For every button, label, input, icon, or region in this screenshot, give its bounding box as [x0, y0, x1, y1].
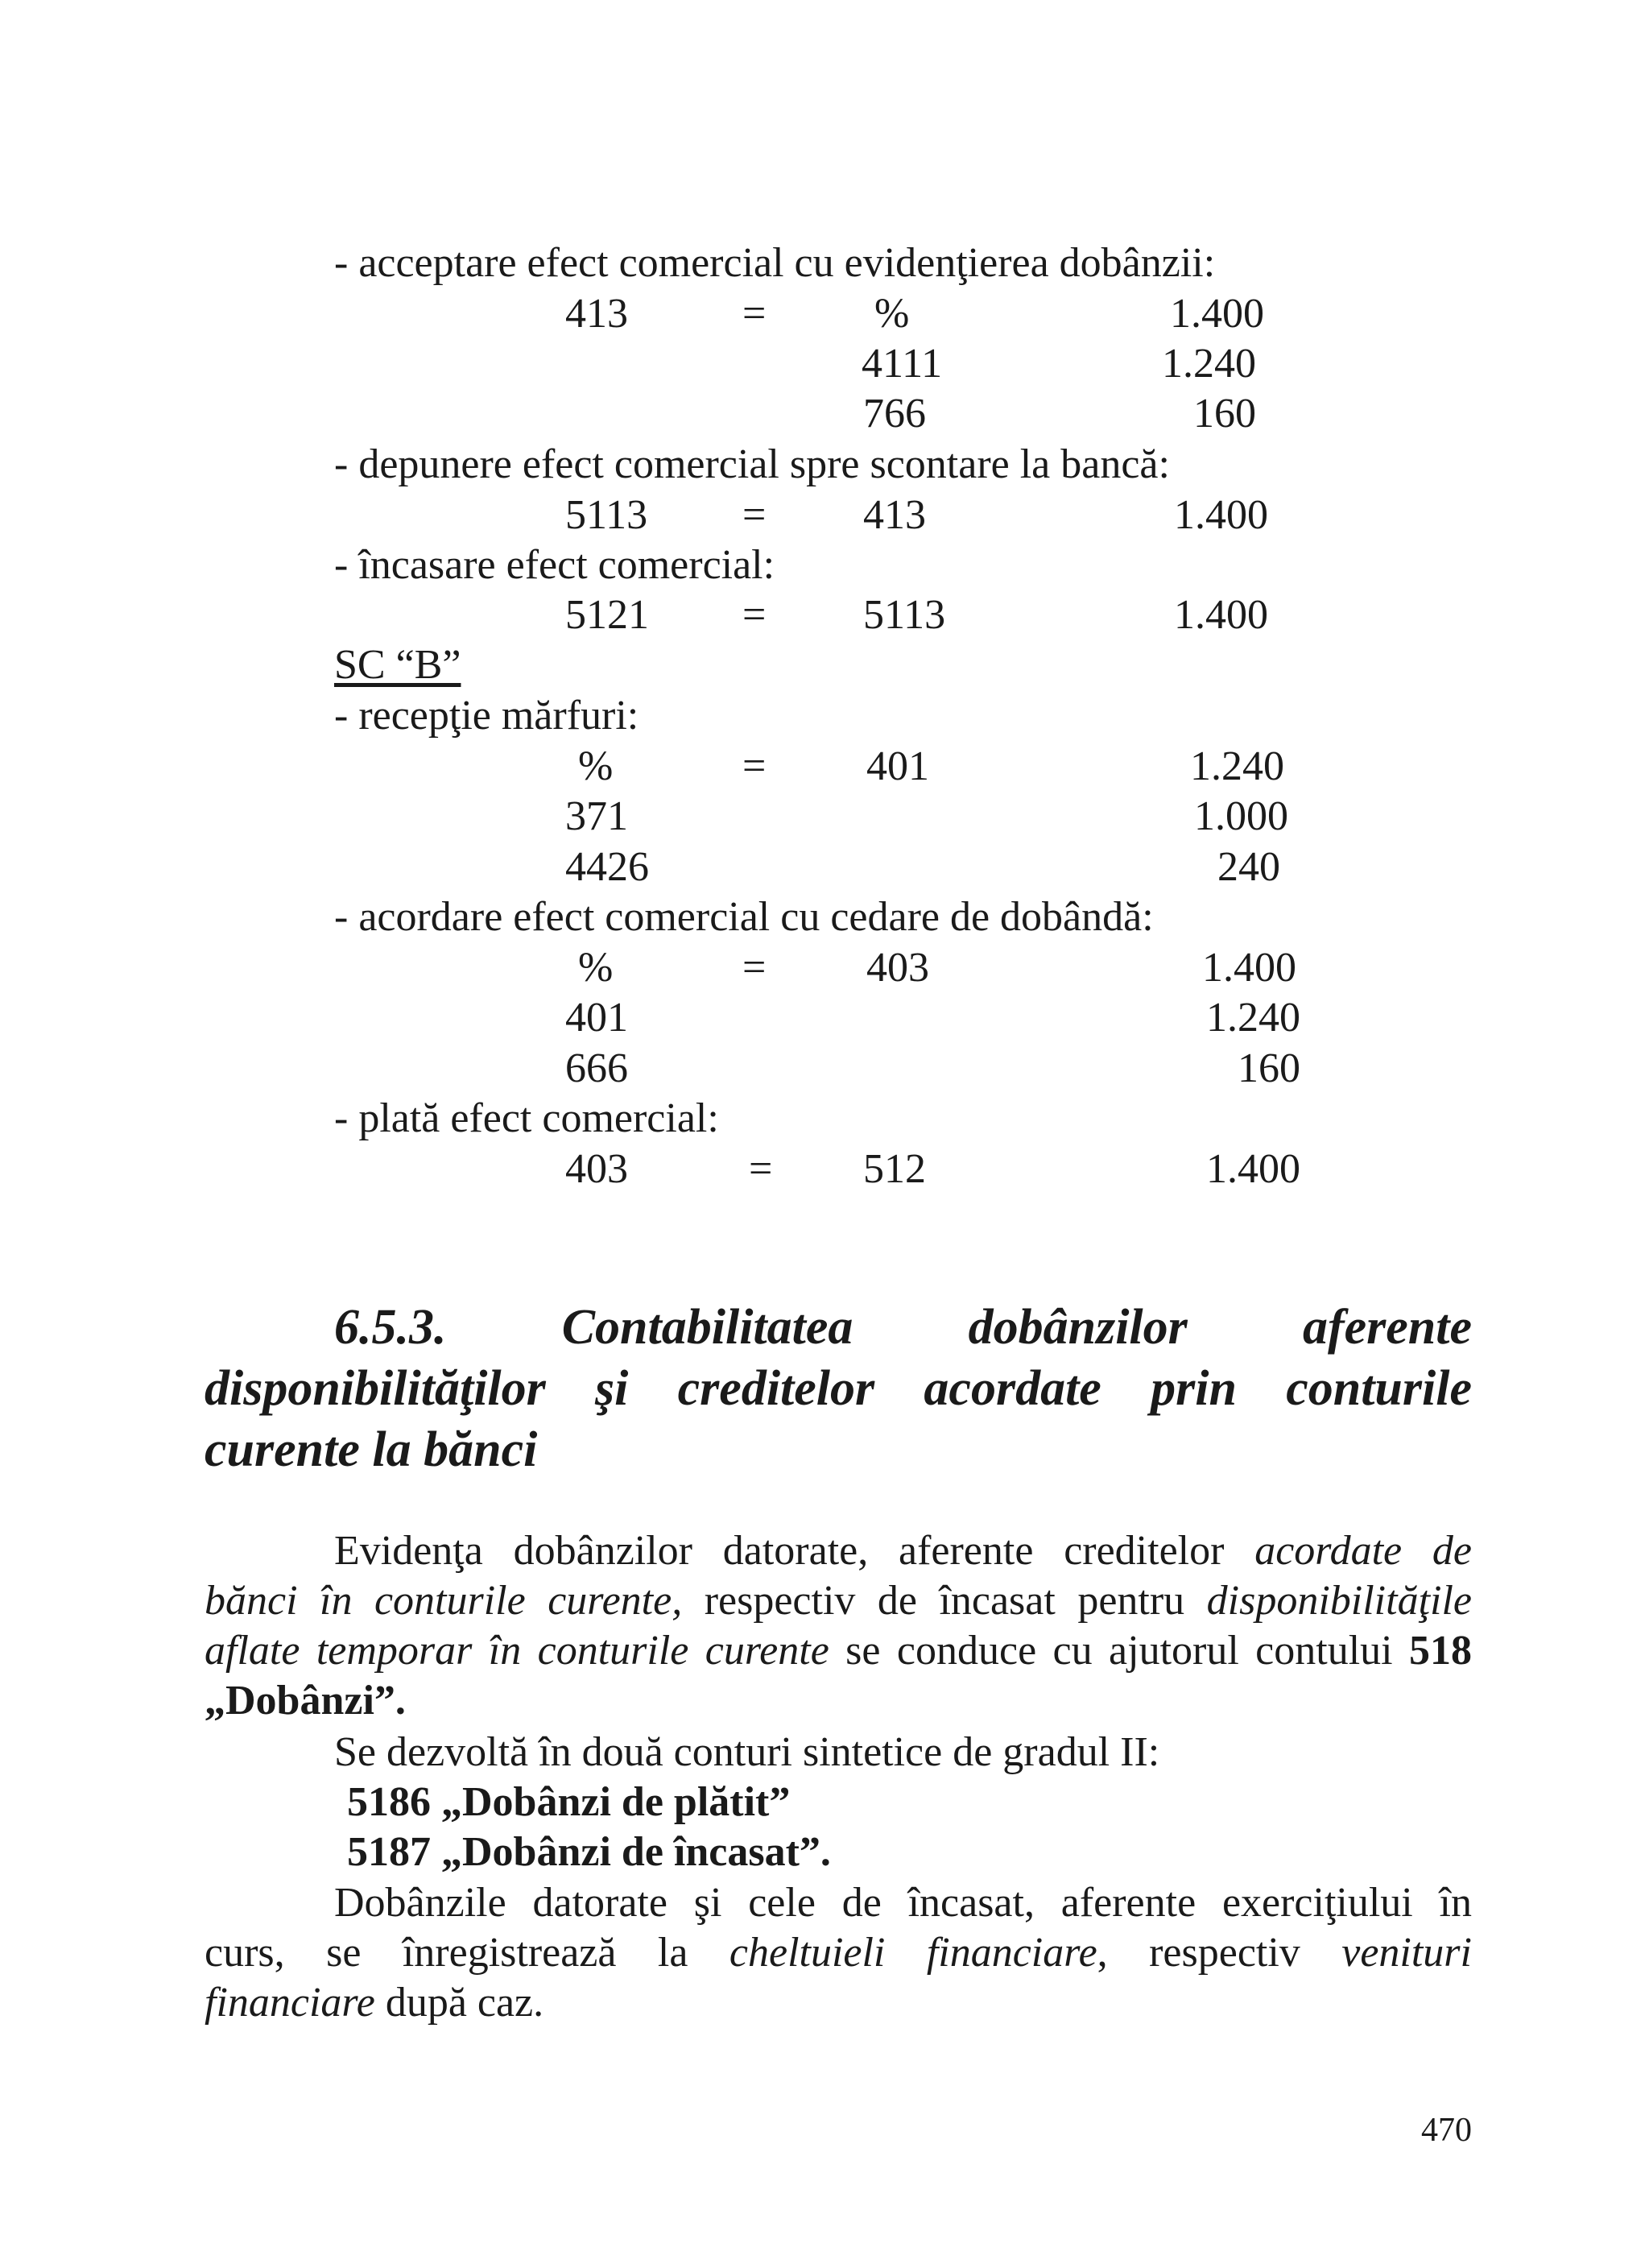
entry-credit: 413: [863, 492, 926, 538]
entry-amount: 160: [1238, 1045, 1300, 1091]
account-5187: 5187 „Dobânzi de încasat”.: [347, 1829, 831, 1875]
text-run-italic: venituri: [1341, 1930, 1472, 1976]
entry-equals: =: [742, 492, 767, 538]
entry-debit: 413: [565, 291, 628, 337]
entry-equals: =: [742, 291, 767, 337]
entry-debit: 403: [565, 1146, 628, 1192]
company-heading: SC “B”: [334, 642, 461, 688]
account-5186: 5186 „Dobânzi de plătit”: [347, 1779, 791, 1825]
entry-amount: 1.000: [1194, 793, 1288, 839]
entry-amount: 1.240: [1190, 743, 1284, 789]
entry-equals: =: [742, 592, 767, 638]
entry-debit: 371: [565, 793, 628, 839]
text-run: se conduce cu ajutorul contului: [829, 1628, 1410, 1674]
entry-debit: %: [578, 743, 614, 789]
paragraph-dobanzile: [205, 1878, 1472, 2028]
entry-label-incasare: - încasare efect comercial:: [334, 542, 775, 588]
entry-amount: 1.240: [1206, 995, 1300, 1041]
entry-credit: 766: [863, 391, 926, 437]
text-run-italic: financiare: [205, 1980, 375, 2026]
paragraph-line: [205, 1827, 1472, 1877]
entry-amount: 1.400: [1174, 492, 1268, 538]
section-heading-line: disponibilităţilor şi creditelor acordate prin conturile: [205, 1361, 1472, 1416]
entry-credit: 401: [866, 743, 929, 789]
entry-credit: 512: [863, 1146, 926, 1192]
text-run: , respectiv: [1097, 1930, 1342, 1976]
entry-credit: 4111: [862, 341, 943, 387]
entry-label-depunere: - depunere efect comercial spre scontare la bancă:: [334, 441, 1170, 487]
text-run: respectiv de încasat pentru: [682, 1578, 1207, 1624]
entry-debit: 4426: [565, 844, 649, 890]
entry-debit: 5113: [565, 492, 648, 538]
text-run-bold: 518: [1409, 1628, 1473, 1674]
entry-amount: 1.400: [1170, 291, 1264, 337]
entry-debit: 401: [565, 995, 628, 1041]
paragraph-line: [205, 1526, 1472, 1576]
entry-debit: %: [578, 945, 614, 991]
entry-equals: =: [742, 743, 767, 789]
page-number: 470: [1421, 2112, 1472, 2149]
entry-amount: 1.400: [1174, 592, 1268, 638]
text-run-italic: aflate temporar în conturile curente: [205, 1628, 829, 1674]
entry-amount: 1.240: [1162, 341, 1256, 387]
paragraph-line: [205, 1928, 1472, 1978]
entry-debit: 5121: [565, 592, 649, 638]
entry-label-plata: - plată efect comercial:: [334, 1095, 719, 1141]
entry-amount: 160: [1193, 391, 1256, 437]
text-run: curs, se înregistrează la: [205, 1930, 729, 1976]
entry-credit: 5113: [863, 592, 946, 638]
section-heading-line: 6.5.3. Contabilitatea dobânzilor aferente: [334, 1300, 1472, 1355]
paragraph-line: Se dezvoltă în două conturi sintetice de gradul II:: [334, 1729, 1160, 1775]
section-heading-line: curente la bănci: [205, 1422, 538, 1477]
paragraph-line: [205, 1676, 1472, 1726]
entry-amount: 1.400: [1206, 1146, 1300, 1192]
entry-amount: 1.400: [1202, 945, 1296, 991]
text-run-bold: „Dobânzi”.: [205, 1678, 406, 1724]
text-run-italic: acordate de: [1254, 1528, 1472, 1574]
paragraph-line: [205, 1978, 1472, 2028]
paragraph-line: [205, 1778, 1472, 1827]
text-run-italic: bănci în conturile curente,: [205, 1578, 683, 1624]
paragraph-conturi: [205, 1728, 1472, 1877]
entry-amount: 240: [1217, 844, 1280, 890]
entry-label-acordare: - acordare efect comercial cu cedare de dobândă:: [334, 894, 1154, 940]
paragraph-line: Dobânzile datorate şi cele de încasat, aferente exerciţiului în: [334, 1880, 1472, 1926]
entry-label-receptie: - recepţie mărfuri:: [334, 693, 639, 739]
text-run-italic: cheltuieli financiare: [729, 1930, 1097, 1976]
paragraph-line: [205, 1576, 1472, 1626]
paragraph-line: [205, 1626, 1472, 1676]
text-run: după caz.: [374, 1980, 544, 2026]
entry-credit: 403: [866, 945, 929, 991]
paragraph-evidenta: [205, 1526, 1472, 1726]
text-run: Evidenţa dobânzilor datorate, aferente creditelor: [334, 1528, 1255, 1574]
text-run-italic: disponibilităţile: [1206, 1578, 1472, 1624]
entry-equals: =: [742, 945, 767, 991]
entry-credit: %: [874, 291, 910, 337]
entry-label-acceptare: - acceptare efect comercial cu evidenţierea dobânzii:: [334, 240, 1216, 286]
entry-equals: =: [749, 1146, 773, 1192]
section-heading: [205, 1297, 1472, 1480]
entry-debit: 666: [565, 1045, 628, 1091]
